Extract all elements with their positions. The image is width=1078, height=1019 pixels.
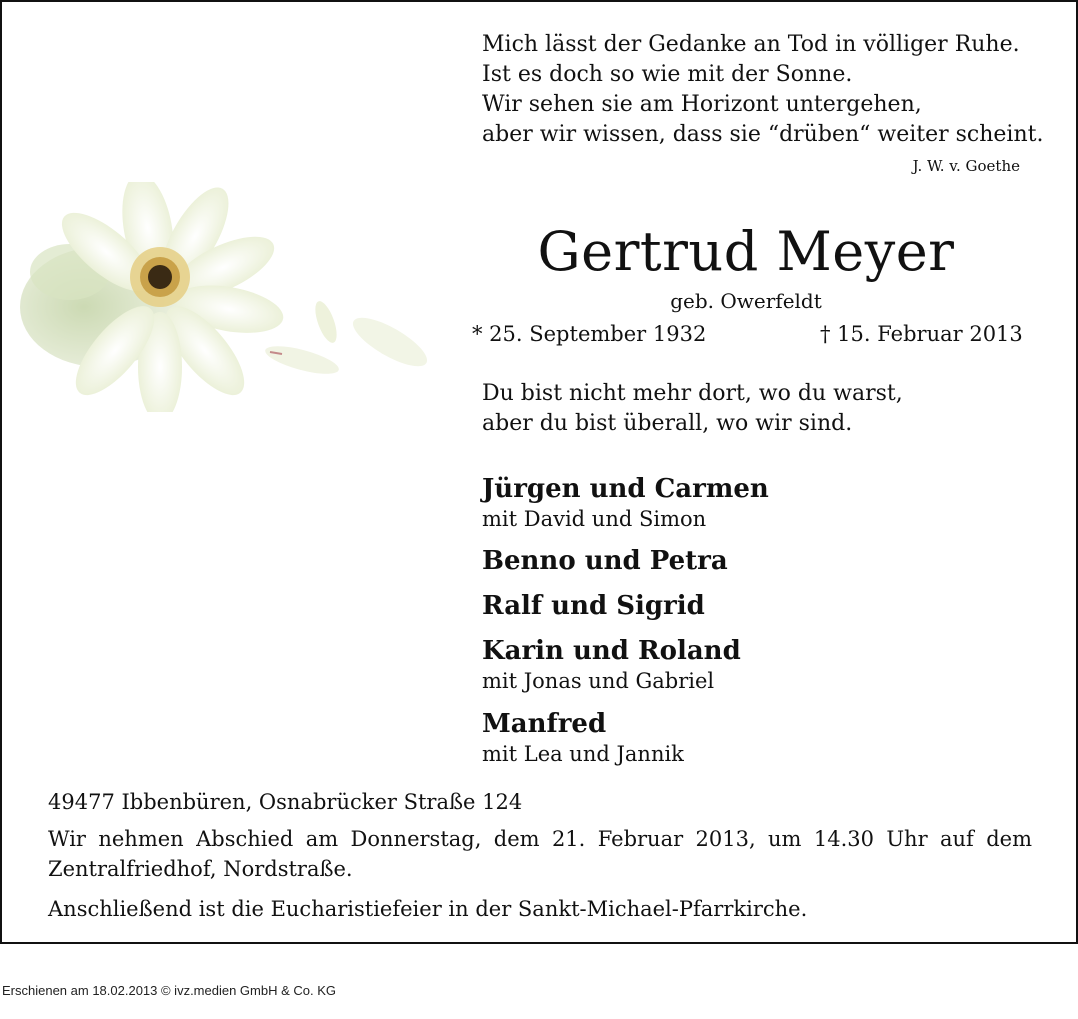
mass-notice: Anschließend ist die Eucharistiefeier in der Sankt-Michael-Pfarrkirche.	[48, 897, 808, 921]
verse	[482, 379, 1042, 439]
verse-line: Du bist nicht mehr dort, wo du warst,	[482, 381, 903, 406]
mourner-names: Ralf und Sigrid	[482, 591, 705, 621]
mourner-entry	[482, 589, 705, 623]
publication-footer: Erschienen am 18.02.2013 © ivz.medien GmbH & Co. KG	[2, 983, 337, 998]
funeral-notice: Wir nehmen Abschied am Donnerstag, dem 21. Februar 2013, um 14.30 Uhr auf dem Zentralfriedhof, Nordstraße.	[48, 827, 1032, 881]
flower-image	[20, 182, 440, 412]
mourner-names: Manfred	[482, 709, 607, 739]
mourner-names: Jürgen und Carmen	[482, 474, 769, 504]
mourner-entry	[482, 634, 741, 695]
mourner-names: Benno und Petra	[482, 546, 728, 576]
mourner-names: Karin und Roland	[482, 636, 741, 666]
mourner-children: mit David und Simon	[482, 507, 707, 531]
poem-author: J. W. v. Goethe	[912, 157, 1020, 175]
mourner-entry	[482, 472, 769, 533]
poem-line: Wir sehen sie am Horizont untergehen,	[482, 92, 922, 117]
mourner-children: mit Lea und Jannik	[482, 742, 684, 766]
mourner-entry	[482, 707, 684, 768]
birth-date: * 25. September 1932	[472, 322, 707, 346]
deceased-name: Gertrud Meyer	[537, 220, 955, 283]
mourner-entry	[482, 544, 728, 578]
poem-line: Mich lässt der Gedanke an Tod in völliger Ruhe.	[482, 32, 1020, 57]
verse-line: aber du bist überall, wo wir sind.	[482, 411, 853, 436]
death-date: † 15. Februar 2013	[820, 322, 1023, 346]
poem-line: Ist es doch so wie mit der Sonne.	[482, 62, 853, 87]
family-address: 49477 Ibbenbüren, Osnabrücker Straße 124	[48, 790, 523, 814]
maiden-name: geb. Owerfeldt	[670, 289, 822, 313]
goethe-poem	[482, 30, 1042, 150]
mourner-children: mit Jonas und Gabriel	[482, 669, 715, 693]
poem-line: aber wir wissen, dass sie “drüben“ weiter scheint.	[482, 122, 1044, 147]
